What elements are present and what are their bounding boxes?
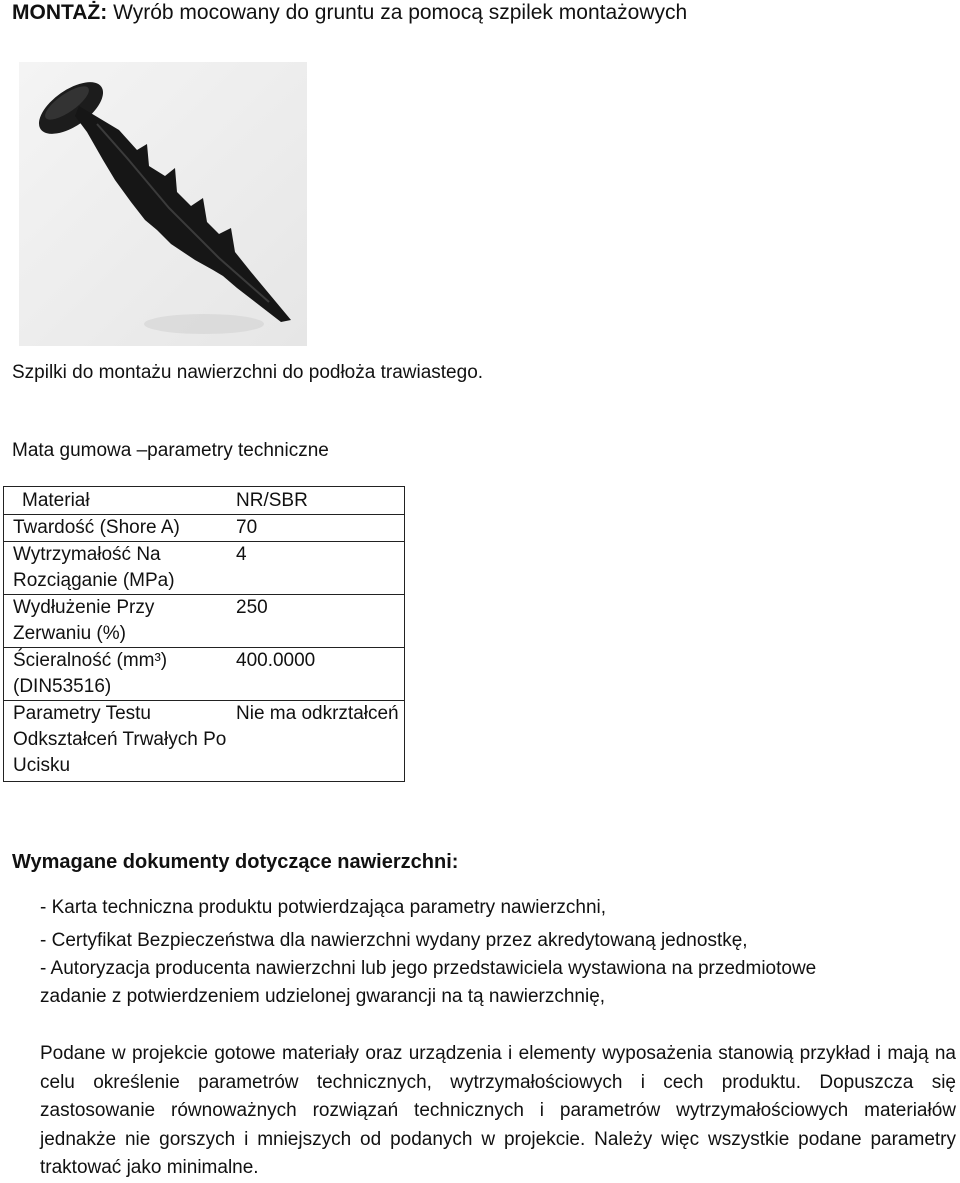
title-label: MONTAŻ: [12, 1, 108, 24]
disclaimer-paragraph: Podane w projekcie gotowe materiały oraz urządzenia i elementy wyposażenia stanowią przykład i mają na celu określenie parametrów technicznych, wytrzymałościowych i cech produktu. Dopuszcza się zastosowanie równoważnych rozwiązań technicznych i parametrów wytrzymałościowych materiałów jednakże nie gorszych i mniejszych od podanych w projekcie. Należy więc wszystkie podane parametry traktować jako minimalne. [40, 1043, 956, 1178]
param-label: Parametry Testu Odkształceń Trwałych Po Ucisku [4, 701, 228, 782]
table-row [4, 487, 405, 515]
param-value: 4 [227, 542, 405, 595]
document-item: zadanie z potwierdzeniem udzielonej gwarancji na tą nawierzchnię, [40, 986, 606, 1007]
param-label: Materiał [22, 490, 90, 511]
params-table [3, 486, 405, 782]
page-title [12, 1, 687, 25]
param-value: Nie ma odkrztałceń [227, 701, 405, 782]
table-row [4, 701, 405, 782]
param-label: Wytrzymałość Na Rozciąganie (MPa) [4, 542, 228, 595]
table-row [4, 648, 405, 701]
param-label: Wydłużenie Przy Zerwaniu (%) [4, 595, 228, 648]
table-row [4, 595, 405, 648]
document-item: - Certyfikat Bezpieczeństwa dla nawierzchni wydany przez akredytowaną jednostkę, [40, 930, 748, 951]
document-item: - Karta techniczna produktu potwierdzająca parametry nawierzchni, [40, 897, 607, 918]
param-label: Twardość (Shore A) [4, 515, 228, 542]
param-value: 400.0000 [227, 648, 405, 701]
documents-heading: Wymagane dokumenty dotyczące nawierzchni: [12, 851, 459, 873]
param-value: 70 [227, 515, 405, 542]
param-value: 250 [227, 595, 405, 648]
param-value: NR/SBR [236, 490, 308, 511]
table-row [4, 542, 405, 595]
title-text: Wyrób mocowany do gruntu za pomocą szpilek montażowych [107, 1, 688, 24]
table-row [4, 515, 405, 542]
image-caption: Szpilki do montażu nawierzchni do podłoża trawiastego. [12, 362, 484, 383]
ground-pin-photo [19, 62, 307, 346]
document-item: - Autoryzacja producenta nawierzchni lub jego przedstawiciela wystawiona na przedmiotowe [40, 958, 817, 979]
param-label: Ścieralność (mm³) (DIN53516) [4, 648, 228, 701]
params-title: Mata gumowa –parametry techniczne [12, 440, 329, 461]
ground-pin-icon [19, 62, 307, 346]
